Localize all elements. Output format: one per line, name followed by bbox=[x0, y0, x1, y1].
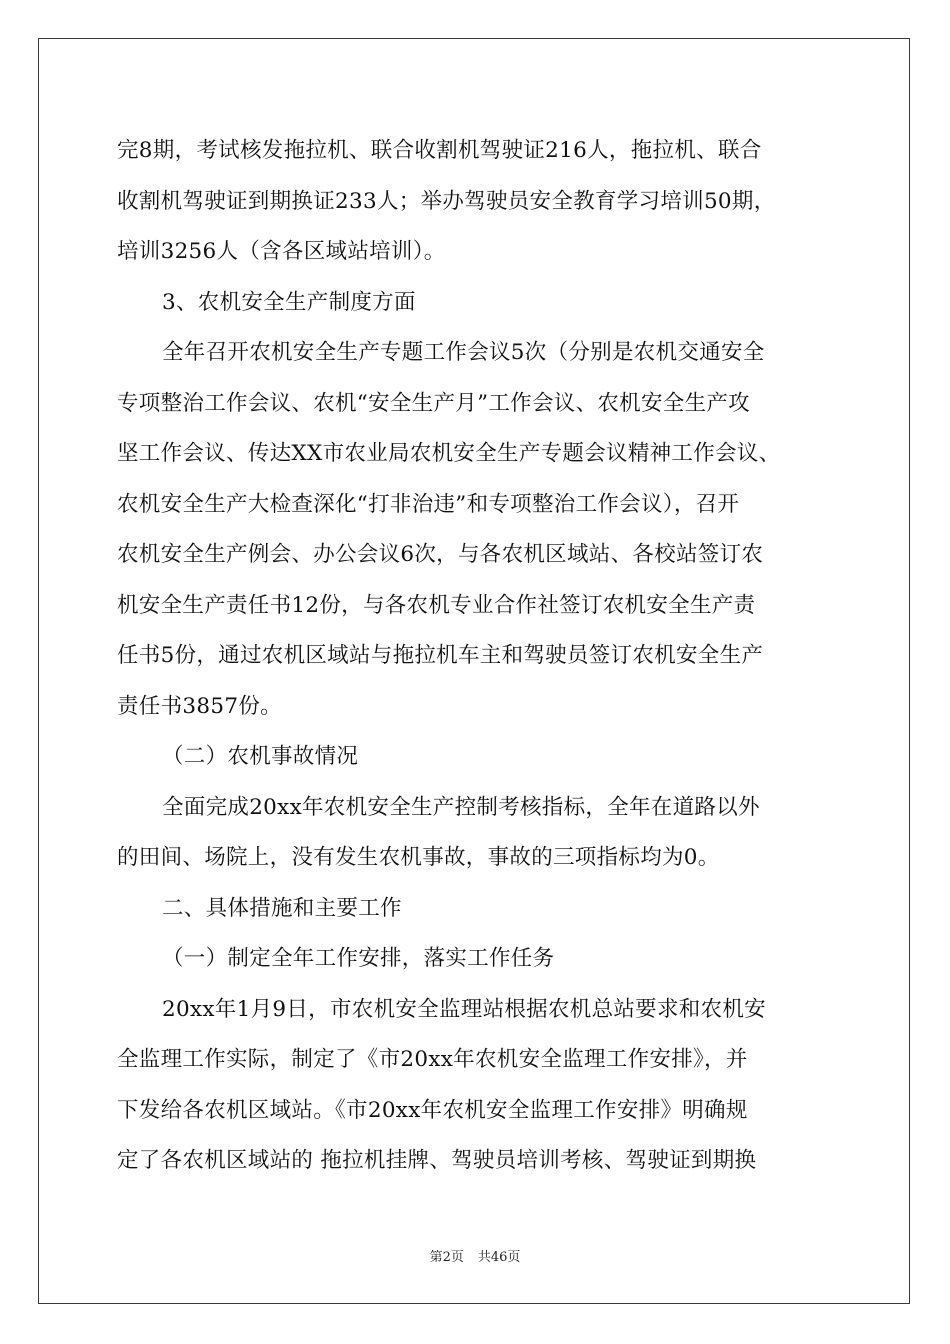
page-footer bbox=[0, 1246, 950, 1265]
text-line-5: 全年召开农机安全生产专题工作会议5次（分别是农机交通安全 bbox=[162, 340, 765, 365]
text-line-10: 机安全生产责任书12份，与各农机专业合作社签订农机安全生产责 bbox=[117, 592, 756, 618]
page-number: 第2页 bbox=[429, 1250, 464, 1265]
section-heading-annual-plan: （一）制定全年工作安排，落实工作任务 bbox=[162, 946, 555, 971]
text-line-9: 农机安全生产例会、办公会议6次，与各农机区域站、各校站签订农 bbox=[117, 542, 764, 567]
text-line-19: 全监理工作实际，制定了《市20xx年农机安全监理工作安排》，并 bbox=[117, 1047, 748, 1072]
text-line-1: 完8期，考试核发拖拉机、联合收割机驾驶证216人，拖拉机、联合 bbox=[117, 138, 762, 163]
text-line-7: 坚工作会议、传达XX市农业局农机安全生产专题会议精神工作会议、 bbox=[117, 441, 781, 466]
text-line-20: 下发给各农机区域站。《市20xx年农机安全监理工作安排》明确规 bbox=[117, 1097, 748, 1123]
section-heading-accidents: （二）农机事故情况 bbox=[162, 744, 359, 769]
text-line-14: 全面完成20xx年农机安全生产控制考核指标，全年在道路以外 bbox=[162, 794, 760, 820]
section-heading-safety-system: 3、农机安全生产制度方面 bbox=[162, 289, 416, 315]
text-line-3: 培训3256人（含各区域站培训）。 bbox=[117, 239, 446, 264]
text-line-2: 收割机驾驶证到期换证233人；举办驾驶员安全教育学习培训50期， bbox=[117, 188, 776, 214]
page-total: 共46页 bbox=[477, 1250, 521, 1265]
section-heading-measures: 二、具体措施和主要工作 bbox=[162, 895, 402, 921]
text-line-12: 责任书3857份。 bbox=[117, 693, 282, 719]
text-line-21: 定了各农机区域站的 拖拉机挂牌、驾驶员培训考核、驾驶证到期换 bbox=[117, 1148, 757, 1173]
text-line-11: 任书5份，通过农机区域站与拖拉机车主和驾驶员签订农机安全生产 bbox=[117, 643, 764, 668]
text-line-15: 的田间、场院上，没有发生农机事故，事故的三项指标均为0。 bbox=[117, 845, 720, 870]
text-line-8: 农机安全生产大检查深化“打非治违”和专项整治工作会议），召开 bbox=[117, 491, 740, 517]
document-body bbox=[117, 126, 833, 1187]
text-line-6: 专项整治工作会议、农机“安全生产月”工作会议、农机安全生产攻 bbox=[117, 390, 750, 416]
text-line-18: 20xx年1月9日，市农机安全监理站根据农机总站要求和农机安 bbox=[162, 996, 766, 1022]
